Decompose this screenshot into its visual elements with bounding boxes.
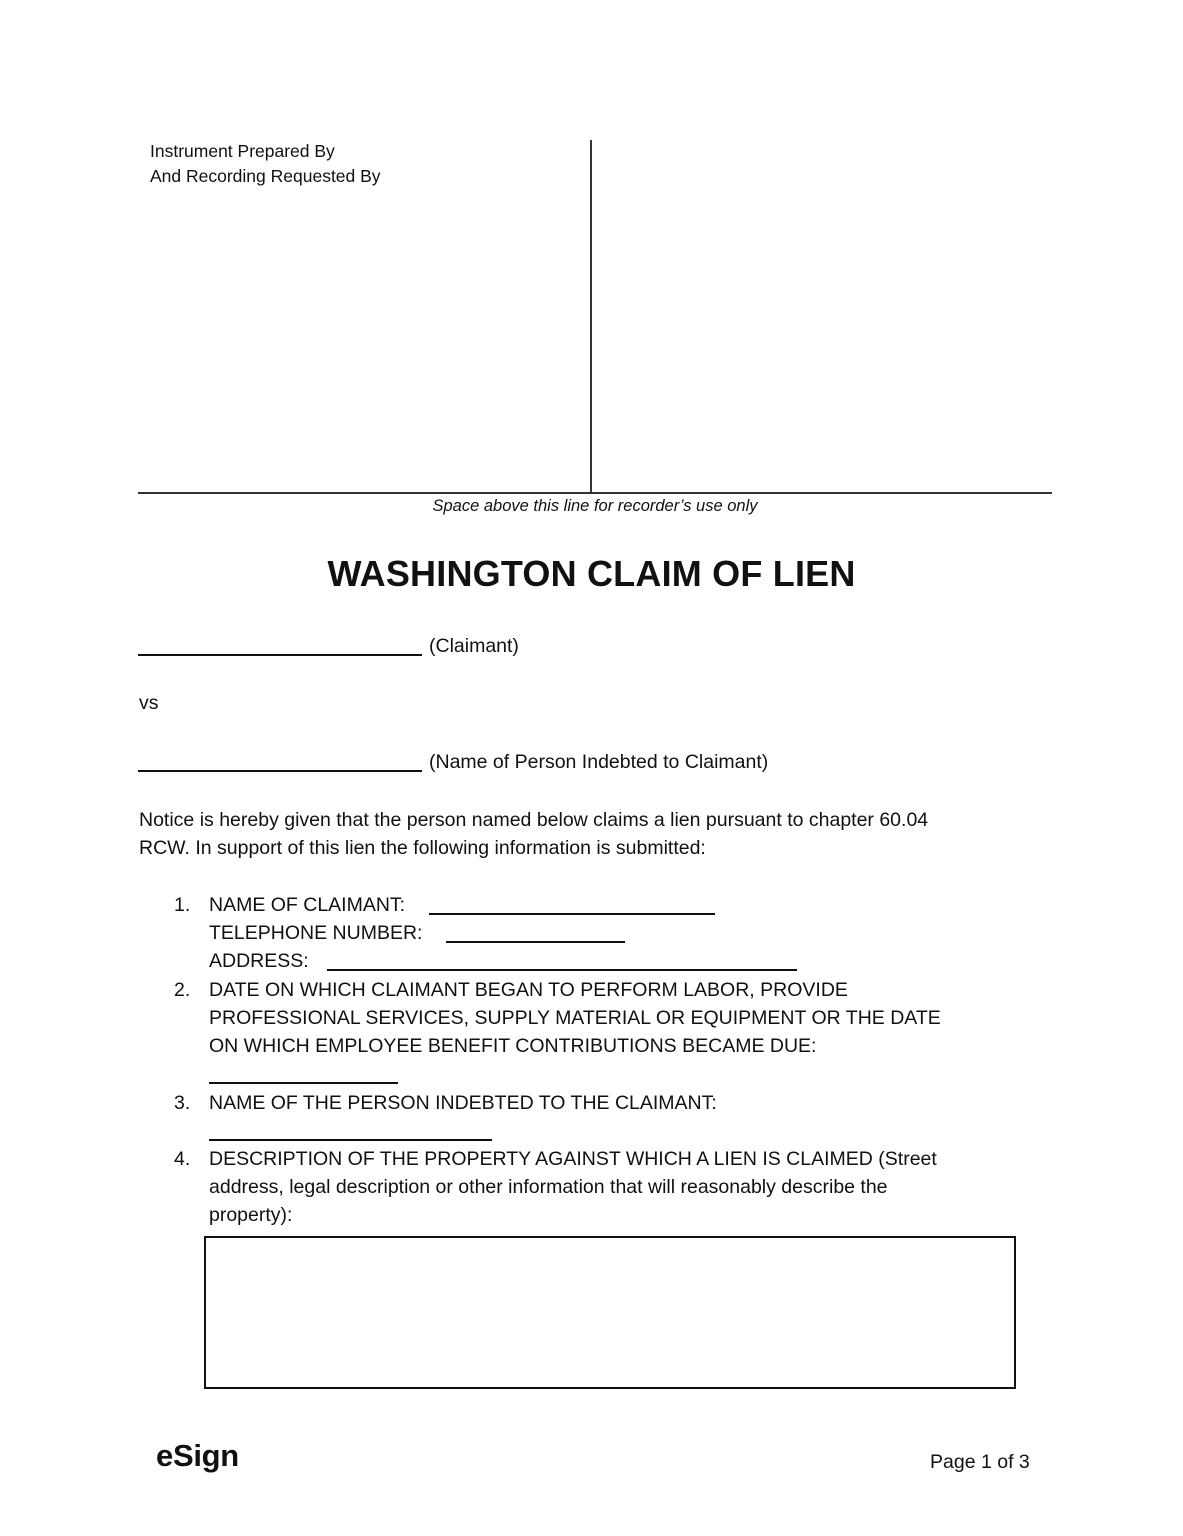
- item-3-label: NAME OF THE PERSON INDEBTED TO THE CLAIMANT:: [209, 1092, 717, 1114]
- recording-requested-by-label: And Recording Requested By: [150, 166, 381, 186]
- item-4-number: 4.: [174, 1148, 191, 1170]
- esign-logo: eSign: [156, 1438, 239, 1473]
- recorder-divider-horizontal: [138, 492, 1052, 494]
- item-2-line-3: ON WHICH EMPLOYEE BENEFIT CONTRIBUTIONS BECAME DUE:: [209, 1035, 817, 1057]
- telephone-number-label: TELEPHONE NUMBER:: [209, 922, 423, 944]
- claimant-name-field[interactable]: [138, 654, 422, 656]
- item-4-line-1: DESCRIPTION OF THE PROPERTY AGAINST WHICH A LIEN IS CLAIMED (Street: [209, 1148, 937, 1170]
- claimant-name-input[interactable]: [429, 913, 715, 915]
- indebted-person-name-field[interactable]: [138, 770, 422, 772]
- item-2-line-1: DATE ON WHICH CLAIMANT BEGAN TO PERFORM LABOR, PROVIDE: [209, 979, 848, 1001]
- prepared-by-label: Instrument Prepared By: [150, 141, 335, 161]
- indebted-person-input[interactable]: [209, 1139, 492, 1141]
- address-input[interactable]: [327, 969, 797, 971]
- item-1-number: 1.: [174, 894, 191, 916]
- item-3-number: 3.: [174, 1092, 191, 1114]
- item-4-line-3: property):: [209, 1204, 293, 1226]
- address-label: ADDRESS:: [209, 950, 309, 972]
- indebted-person-label: (Name of Person Indebted to Claimant): [429, 751, 769, 773]
- page-number: Page 1 of 3: [930, 1451, 1030, 1473]
- start-date-input[interactable]: [209, 1082, 398, 1084]
- item-2-number: 2.: [174, 979, 191, 1001]
- telephone-number-input[interactable]: [446, 941, 625, 943]
- property-description-box[interactable]: [204, 1236, 1016, 1389]
- recorder-note: Space above this line for recorder’s use only: [432, 497, 758, 515]
- notice-line-1: Notice is hereby given that the person named below claims a lien pursuant to chapter 60.04: [139, 809, 929, 831]
- document-title: WASHINGTON CLAIM OF LIEN: [327, 553, 856, 594]
- vs-label: vs: [139, 692, 159, 714]
- notice-line-2: RCW. In support of this lien the following information is submitted:: [139, 837, 706, 859]
- claimant-name-label: NAME OF CLAIMANT:: [209, 894, 406, 916]
- claimant-label: (Claimant): [429, 635, 519, 657]
- item-2-line-2: PROFESSIONAL SERVICES, SUPPLY MATERIAL OR EQUIPMENT OR THE DATE: [209, 1007, 941, 1029]
- item-4-line-2: address, legal description or other information that will reasonably describe the: [209, 1176, 888, 1198]
- recorder-divider-vertical: [590, 140, 592, 493]
